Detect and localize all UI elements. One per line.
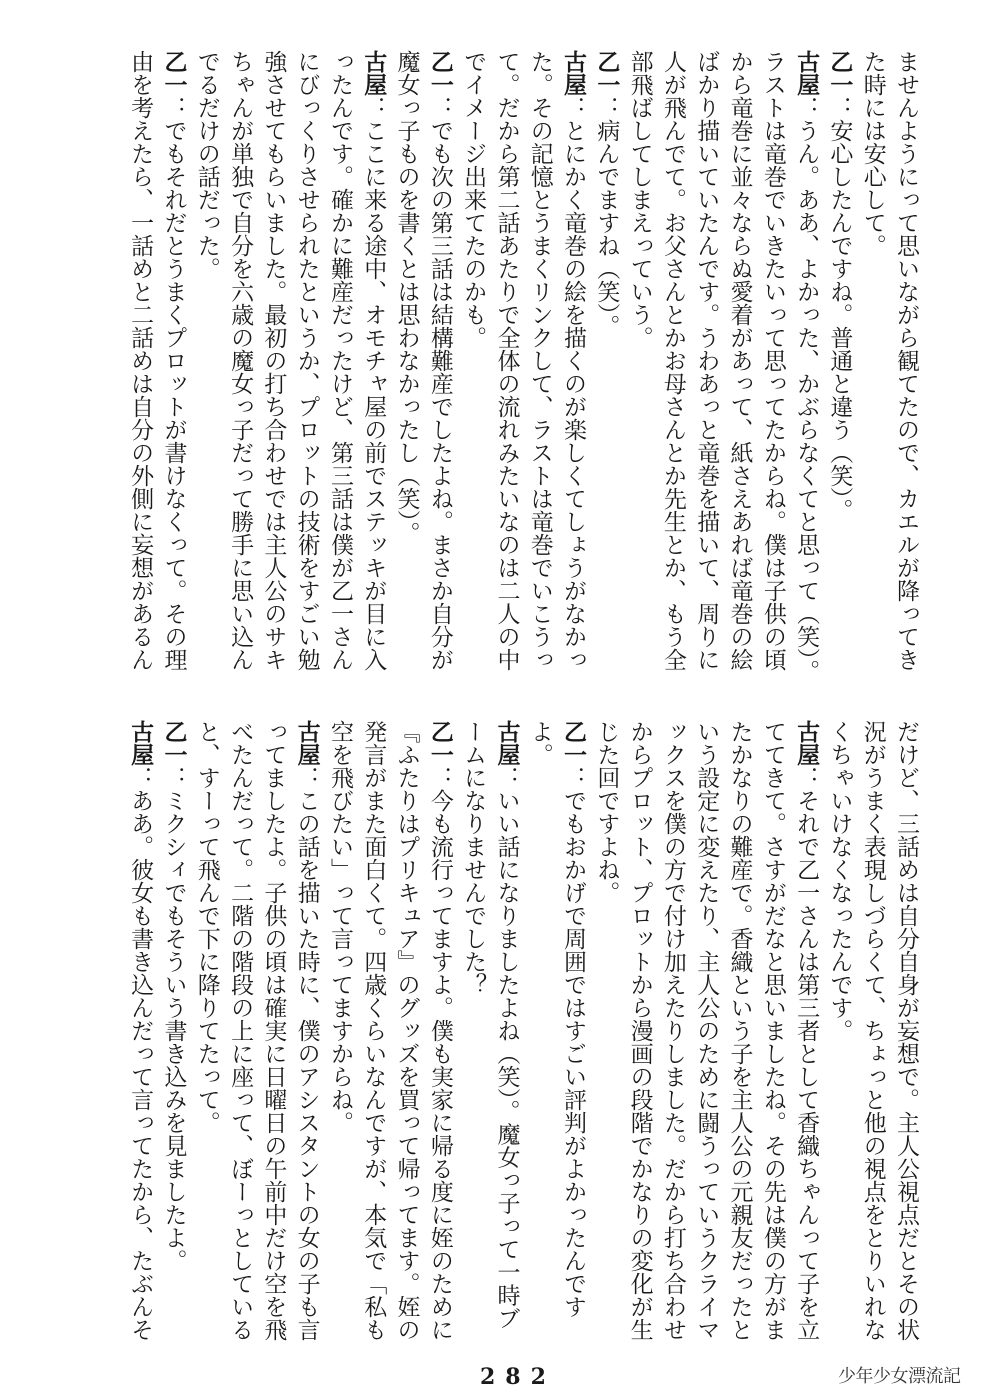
dialogue-text: ームになりませんでした？ [460,720,487,996]
speaker-separator: ： [160,96,187,119]
speaker-separator: ： [560,766,587,789]
text-column [855,720,888,1350]
text-column [423,720,456,1350]
text-column [356,720,389,1350]
speaker-separator: ： [793,766,820,789]
text-column [855,50,888,690]
dialogue-text: とにかく竜巻の絵を描くのが楽しくてしょうがなかっ [560,119,587,671]
speaker-separator: ： [127,766,154,789]
dialogue-text: ミクシィでもそういう書き込みを見ましたよ。 [160,789,187,1272]
dialogue-text: それで乙一さんは第三者として香織ちゃんって子を立 [793,789,820,1341]
text-column [889,720,922,1350]
dialogue-text: くちゃいけなくなったんです。 [826,720,853,1042]
text-column [556,720,589,1350]
dialogue-text: 『ふたりはプリキュア』のグッズを買って帰ってます。姪の [393,720,420,1341]
dialogue-text: べたんだって。二階の階段の上に座って、ぼーっとしている [227,720,254,1341]
page-number: 282 [480,1364,556,1390]
text-column [756,720,789,1350]
text-column [722,50,755,690]
speaker-name: 乙一 [426,720,453,766]
speaker-separator: ： [493,766,520,789]
speaker-separator: ： [426,96,453,119]
speaker-separator: ： [593,96,620,119]
text-column [822,50,855,690]
text-column [189,50,222,690]
dialogue-text: た。その記憶とうまくリンクして、ラストは竜巻でいこうっ [526,50,553,671]
speaker-name: 古屋 [493,720,520,766]
speaker-name: 古屋 [293,720,320,766]
dialogue-text: この話を描いた時に、僕のアシスタントの女の子も言 [293,789,320,1341]
text-column [156,720,189,1350]
text-column [189,720,222,1350]
speaker-separator: ： [560,96,587,119]
dialogue-text: でもそれだとうまくプロットが書けなくって。その理 [160,119,187,671]
text-column [522,720,555,1350]
dialogue-text: 由を考えたら、一話めと二話めは自分の外側に妄想があるん [127,50,154,671]
speaker-separator: ： [793,96,820,119]
text-column [689,50,722,690]
dialogue-text: から竜巻に並々ならぬ愛着があって、紙さえあれば竜巻の絵 [726,50,753,671]
dialogue-text: ませんようにって思いながら観てたので、カエルが降ってき [893,50,919,671]
text-column [689,720,722,1350]
text-column [622,50,655,690]
speaker-name: 乙一 [160,720,187,766]
text-column [656,720,689,1350]
text-column [156,50,189,690]
dialogue-text: 人が飛んでて。お父さんとかお母さんとか先生とか、もう全 [659,50,686,671]
dialogue-text: 安心したんですね。普通と違う（笑）。 [826,119,853,522]
speaker-separator: ： [426,766,453,789]
text-column [522,50,555,690]
text-column [456,720,489,1350]
speaker-name: 乙一 [160,50,187,96]
text-column [589,720,622,1350]
dialogue-text: でるだけの話だった。 [193,50,220,280]
speaker-separator: ： [826,96,853,119]
text-column [123,720,156,1350]
dialogue-text: ックスを僕の方で付け加えたりしました。だから打ち合わせ [659,720,686,1341]
text-column [256,50,289,690]
text-column [123,50,156,690]
dialogue-text: でイメージ出来てたのかも。 [460,50,487,349]
text-column [389,50,422,690]
speaker-name: 古屋 [793,50,820,96]
text-column [489,50,522,690]
speaker-separator: ： [293,766,320,789]
speaker-name: 乙一 [593,50,620,96]
lower-text-block [123,720,922,1350]
text-column [889,50,922,690]
text-column [556,50,589,690]
text-column [756,50,789,690]
dialogue-text: だけど、三話めは自分自身が妄想で。主人公視点だとその状 [893,720,919,1341]
speaker-name: 古屋 [360,50,387,96]
text-column [356,50,389,690]
text-column [589,50,622,690]
dialogue-text: ここに来る途中、オモチャ屋の前でステッキが目に入 [360,119,387,671]
dialogue-text: ああ。彼女も書き込んだって言ってたから、たぶんそ [127,789,154,1341]
speaker-name: 乙一 [426,50,453,96]
text-column [323,720,356,1350]
book-title: 少年少女漂流記 [838,1366,961,1387]
text-column [256,720,289,1350]
dialogue-text: うん。ああ、よかった、かぶらなくてと思って（笑）。 [793,119,820,683]
speaker-name: 古屋 [127,720,154,766]
text-column [822,720,855,1350]
dialogue-text: ってましたよ。子供の頃は確実に日曜日の午前中だけ空を飛 [260,720,287,1341]
text-column [223,720,256,1350]
dialogue-text: 今も流行ってますよ。僕も実家に帰る度に姪のために [426,789,453,1341]
upper-text-block [123,50,922,690]
speaker-separator: ： [360,96,387,119]
text-column [622,720,655,1350]
text-column [323,50,356,690]
dialogue-text: と、すーって飛んで下に降りてたって。 [193,720,220,1134]
text-column [789,720,822,1350]
dialogue-text: 部飛ばしてしまえっていう。 [626,50,653,349]
dialogue-text: よ。 [526,720,553,766]
dialogue-text: 病んでますね（笑）。 [593,119,620,338]
dialogue-text: ちゃんが単独で自分を六歳の魔女っ子だって勝手に思い込ん [227,50,254,671]
dialogue-text: ラストは竜巻でいきたいって思ってたからね。僕は子供の頃 [759,50,786,671]
dialogue-text: て。だから第二話あたりで全体の流れみたいなのは二人の中 [493,50,520,671]
dialogue-text: じた回ですよね。 [593,720,620,904]
dialogue-text: いう設定に変えたり、主人公のために闘うっていうクライマ [693,720,720,1341]
dialogue-text: ばかり描いていたんです。うわあっと竜巻を描いて、周りに [693,50,720,671]
dialogue-text: 魔女っ子ものを書くとは思わなかったし（笑）。 [393,50,420,545]
dialogue-text: でもおかげで周囲ではすごい評判がよかったんです [560,789,587,1318]
speaker-name: 乙一 [826,50,853,96]
dialogue-text: いい話になりましたよね（笑）。魔女っ子って一時ブ [493,789,520,1330]
dialogue-text: 空を飛びたい」って言ってますからね。 [326,720,353,1134]
dialogue-text: 発言がまた面白くて。四歳くらいなんですが、本気で「私も [360,720,387,1341]
speaker-name: 古屋 [560,50,587,96]
text-column [389,720,422,1350]
text-column [722,720,755,1350]
dialogue-text: た時には安心して。 [859,50,886,257]
text-column [656,50,689,690]
dialogue-text: 況がうまく表現しづらくて、ちょっと他の視点をとりいれな [859,720,886,1341]
dialogue-text: ててきて。さすがだなと思いましたね。その先は僕の方がま [759,720,786,1341]
text-column [489,720,522,1350]
speaker-name: 乙一 [560,720,587,766]
text-column [289,720,322,1350]
text-column [423,50,456,690]
text-column [456,50,489,690]
dialogue-text: にびっくりさせられたというか、プロットの技術をすごい勉 [293,50,320,671]
dialogue-text: からプロット、プロットから漫画の段階でかなりの変化が生 [626,720,653,1341]
text-column [789,50,822,690]
text-column [289,50,322,690]
speaker-name: 古屋 [793,720,820,766]
text-column [223,50,256,690]
dialogue-text: 強させてもらいました。最初の打ち合わせでは主人公のサキ [260,50,287,671]
dialogue-text: たかなりの難産で。香織という子を主人公の元親友だったと [726,720,753,1341]
dialogue-text: ったんです。確かに難産だったけど、第三話は僕が乙一さん [326,50,353,671]
speaker-separator: ： [160,766,187,789]
dialogue-text: でも次の第三話は結構難産でしたよね。まさか自分が [426,119,453,671]
